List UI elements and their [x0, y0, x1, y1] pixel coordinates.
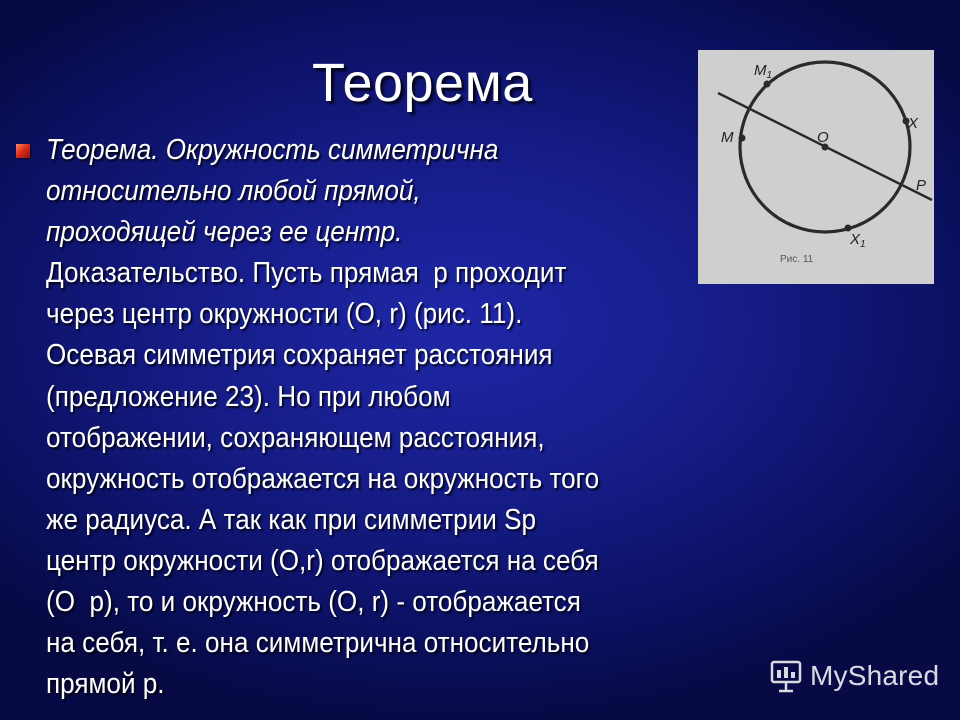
- figure-caption: Рис. 11: [780, 254, 814, 265]
- circle-diagram: [698, 50, 934, 284]
- point-m: [739, 135, 746, 142]
- text-line: относительно любой прямой,: [46, 175, 421, 208]
- point-m1: [764, 81, 771, 88]
- text-line: окружность отображается на окружность того: [46, 462, 600, 495]
- text-line: Осевая симметрия сохраняет расстояния: [46, 339, 553, 372]
- presentation-board-icon: [768, 658, 804, 694]
- text-line: же радиуса. А так как при симметрии Sp: [46, 503, 537, 536]
- text-line: проходящей через ее центр.: [46, 216, 403, 249]
- text-line: через центр окружности (О, r) (рис. 11).: [46, 298, 523, 331]
- theorem-text: [46, 130, 667, 705]
- bullet-icon: [16, 144, 30, 158]
- label-x1: $X_1$: [850, 231, 866, 250]
- watermark-text: MyShared: [810, 660, 940, 691]
- text-line: прямой р.: [46, 668, 165, 701]
- text-line: на себя, т. е. она симметрична относительно: [46, 627, 590, 660]
- text-line: (предложение 23). Но при любом: [46, 380, 451, 413]
- text-line: (O p), то и окружность (O, r) - отображается: [46, 586, 581, 619]
- circle-figure: [698, 50, 934, 284]
- label-o: O: [817, 129, 829, 146]
- text-line: Доказательство. Пусть прямая р проходит: [46, 257, 567, 290]
- text-line: центр окружности (O,r) отображается на себя: [46, 544, 599, 577]
- label-m: M: [721, 129, 734, 146]
- label-m1: $M_1$: [754, 62, 773, 81]
- watermark: [768, 656, 939, 696]
- slide-title: Теорема: [312, 53, 533, 113]
- label-p: P: [916, 177, 927, 194]
- label-x: X: [908, 115, 919, 132]
- text-line: Теорема. Окружность симметрична: [46, 134, 499, 166]
- text-line: отображении, сохраняющем расстояния,: [46, 421, 545, 454]
